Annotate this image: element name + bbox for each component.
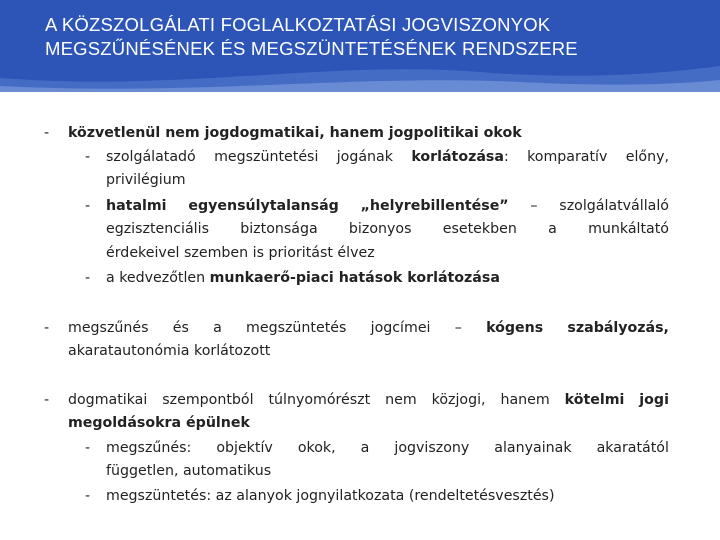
sub-bullet-dash: - [85, 270, 91, 286]
bullet-3-line-2-label: megoldásokra épülnek [68, 415, 250, 431]
bullet-2-line-2: akaratautonómia korlátozott [68, 343, 271, 359]
title-line-2: MEGSZŰNÉSÉNEK ÉS MEGSZÜNTETÉSÉNEK RENDSZERE [45, 38, 578, 59]
sub-bullet-3-2-line-1: megszüntetés: az alanyok jognyilatkozata (rendeltetésvesztés) [106, 488, 555, 504]
sub-bullet-1-1-line-2: privilégium [106, 172, 186, 188]
sub-bullet-1-1-line-1: szolgálatadó megszüntetési jogának korlátozása: komparatív előny, [106, 149, 669, 165]
title-line-1: A KÖZSZOLGÁLATI FOGLALKOZTATÁSI JOGVISZONYOK [45, 14, 551, 35]
sub-bullet-1-2-line-3: érdekeivel szemben is prioritást élvez [106, 245, 375, 261]
bullet-3-line-1: dogmatikai szempontból túlnyomórészt nem közjogi, hanem kötelmi jogi [68, 392, 669, 408]
bullet-dash: - [44, 125, 50, 141]
bullet-3-line-2 [68, 415, 250, 431]
bullet-dash: - [44, 392, 50, 408]
sub-bullet-dash: - [85, 198, 91, 214]
sub-bullet-1-2-line-2: egzisztenciális biztonsága bizonyos esetekben a munkáltató [106, 221, 669, 237]
sub-bullet-dash: - [85, 440, 91, 456]
bullet-1-label: közvetlenül nem jogdogmatikai, hanem jogpolitikai okok [68, 125, 522, 141]
bullet-1-text [68, 125, 522, 141]
sub-bullet-1-2-line-1: hatalmi egyensúlytalanság „helyrebillentése” – szolgálatvállaló [106, 198, 669, 214]
sub-bullet-3-1-line-2: független, automatikus [106, 463, 272, 479]
sub-bullet-dash: - [85, 488, 91, 504]
sub-bullet-dash: - [85, 149, 91, 165]
bullet-dash: - [44, 320, 50, 336]
bullet-2-line-1: megszűnés és a megszüntetés jogcímei – kógens szabályozás, [68, 320, 669, 336]
sub-bullet-3-1-line-1: megszűnés: objektív okok, a jogviszony alanyainak akaratától [106, 440, 669, 456]
sub-bullet-1-3-line-1: a kedvezőtlen munkaerő-piaci hatások korlátozása [106, 270, 500, 286]
